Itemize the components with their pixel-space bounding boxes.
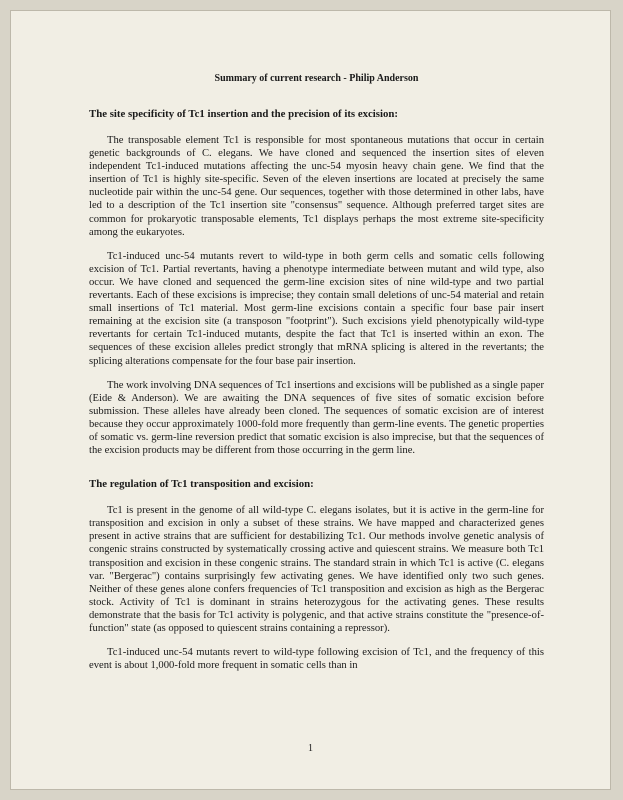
page-title: Summary of current research - Philip Anderson xyxy=(214,73,419,84)
section-heading-site-specificity: The site specificity of Tc1 insertion and the precision of its excision: xyxy=(89,108,399,120)
document-page xyxy=(10,10,611,790)
paragraph: The work involving DNA sequences of Tc1 insertions and excisions will be published as a single paper (Eide & Anderson). We are awaiting the DNA sequences of five sites of somatic excision before submission. These alleles have already been cloned. The sequences of somatic excision are of interest because they occur approximately 1000-fold more frequently than germ-line events. The genetic properties of somatic vs. germ-line reversion predict that somatic excision is also imprecise, but that the sequences of the excision products may be different from those occurring in the germ line. xyxy=(89,379,544,457)
page-number: 1 xyxy=(308,743,313,754)
paragraph: The transposable element Tc1 is responsible for most spontaneous mutations that occur in certain genetic backgrounds of C. elegans. We have cloned and sequenced the insertion sites of eleven independent Tc1-induced mutations affecting the unc-54 myosin heavy chain gene. We find that the insertion of Tc1 is highly site-specific. Seven of the eleven insertions are located at precisely the same nucleotide pair within the unc-54 gene. Our sequences, together with those determined in other labs, have led to a description of the Tc1 insertion site "consensus" sequence. Although preferred target sites are common for prokaryotic transposable elements, Tc1 displays perhaps the most extreme site-specificity among the eukaryotes. xyxy=(89,135,544,238)
section-heading-regulation: The regulation of Tc1 transposition and excision: xyxy=(89,478,314,491)
paragraph: Tc1-induced unc-54 mutants revert to wild-type following excision of Tc1, and the frequency of this event is about 1,000-fold more frequent in somatic cells than in xyxy=(89,647,544,672)
paragraph: Tc1-induced unc-54 mutants revert to wild-type in both germ cells and somatic cells following excision of Tc1. Partial revertants, having a phenotype intermediate between mutant and wild type, also occur. We have cloned and sequenced the germ-line excision sites of nine wild-type and two partial revertants. Each of these excisions is imprecise; they contain small deletions of unc-54 material and retain small insertions of Tc1 material. Most germ-line excisions contain a specific four base pair insert remaining at the excision site (a transposon "footprint"). Such excisions yield phenotypically wild-type revertants for certain Tc1-induced mutants, despite the fact that Tc1 is inserted within an exon. The sequences of these excision alleles predict strongly that mRNA splicing is altered in the revertants; the splicing alterations compensate for the four base pair insertion. xyxy=(89,250,544,367)
page-content xyxy=(89,73,544,683)
paragraph: Tc1 is present in the genome of all wild-type C. elegans isolates, but it is active in the germ-line for transposition and excision in only a subset of these strains. We have mapped and characterized genes present in active strains that are sufficient for destabilizing Tc1. Our methods involve genetic analysis of congenic strains constructed by systematically crossing active and quiescent strains. We measure both Tc1 transposition and excision in these congenic strains. The standard strain in which Tc1 is active (C. elegans var. "Bergerac") contains surprisingly few activating genes. We have identified only two such genes. Neither of these genes alone confers frequencies of Tc1 transposition and excision as high as the Bergerac stock. Activity of Tc1 is dominant in strains heterozygous for the activating genes. These results demonstrate that the basis for Tc1 activity is polygenic, and that active strains constitute the "presence-of-function" state (as opposed to quiescent strains containing a repressor). xyxy=(89,505,544,634)
